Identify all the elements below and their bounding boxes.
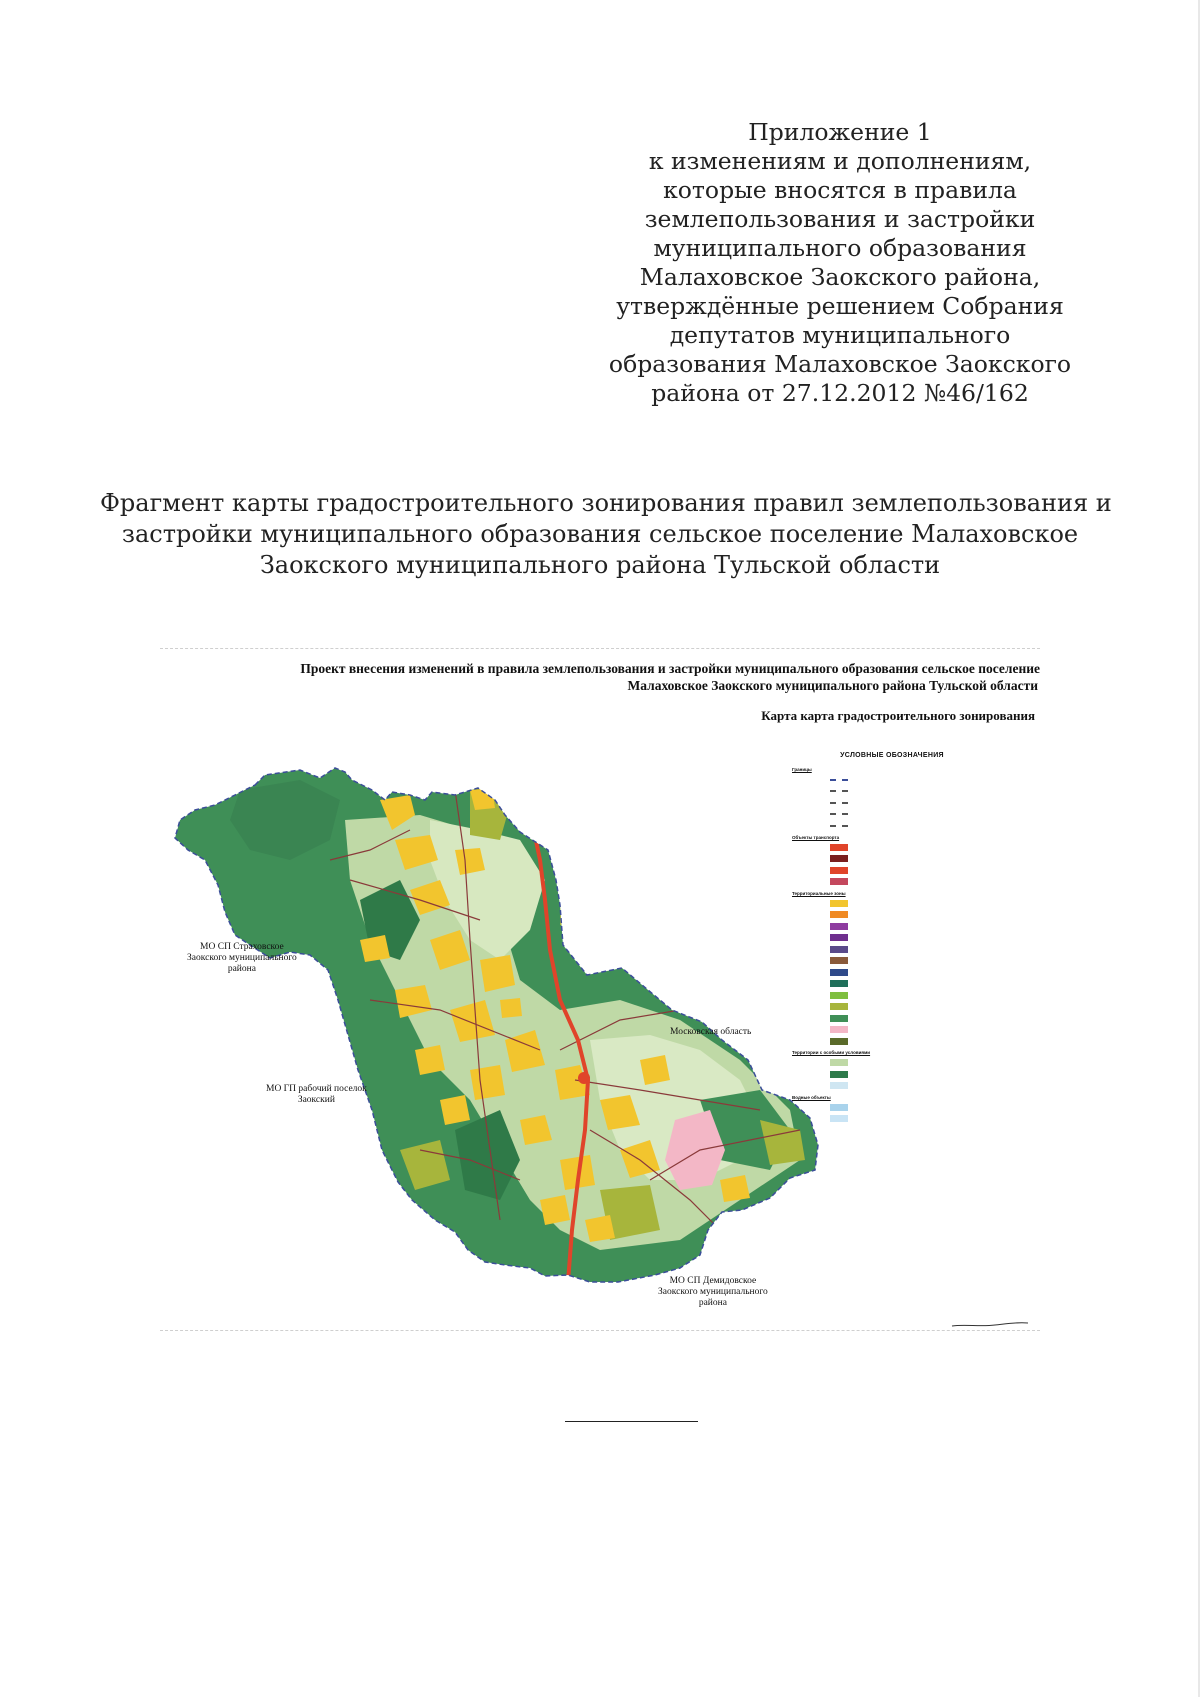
legend-line-swatch	[830, 825, 848, 827]
map-legend	[792, 752, 992, 1100]
legend-color-swatch	[830, 878, 848, 885]
legend-item	[792, 898, 992, 910]
olive-zone	[560, 880, 590, 930]
legend-item	[792, 990, 992, 1002]
legend-color-swatch	[830, 969, 848, 976]
legend-item	[792, 932, 992, 944]
label-moscow-region	[670, 1027, 751, 1038]
legend-item	[792, 1102, 992, 1114]
highway-junction	[578, 1072, 590, 1084]
legend-line-swatch	[830, 802, 848, 804]
neighbour-line: района	[227, 964, 256, 974]
legend-item	[792, 1080, 992, 1092]
legend-title: УСЛОВНЫЕ ОБОЗНАЧЕНИЯ	[840, 752, 944, 759]
document-heading	[100, 488, 1112, 581]
appendix-line: образования Малаховское Заокского	[608, 350, 1072, 378]
legend-color-swatch	[830, 1082, 848, 1089]
legend-color-swatch	[830, 957, 848, 964]
legend-item	[792, 1013, 992, 1025]
map-subtitle: Карта карта градостроительного зонирования	[761, 708, 1035, 723]
legend-color-swatch	[830, 1026, 848, 1033]
legend-color-swatch	[830, 900, 848, 907]
legend-item	[792, 820, 992, 832]
legend-item	[792, 1036, 992, 1048]
legend-line-swatch	[830, 790, 848, 792]
map-title-line-1: Проект внесения изменений в правила землепользования и застройки муниципального образования сельское поселение	[300, 661, 1040, 676]
legend-item	[792, 1024, 992, 1036]
legend-group-heading: Территориальные зоны	[792, 890, 846, 896]
legend-line-swatch	[830, 813, 848, 815]
legend-color-swatch	[830, 844, 848, 851]
legend-color-swatch	[830, 1059, 848, 1066]
legend-color-swatch	[830, 1115, 848, 1122]
legend-item	[792, 909, 992, 921]
legend-item	[792, 1113, 992, 1125]
heading-line: застройки муниципального образования сельское поселение Малаховское	[121, 520, 1079, 548]
legend-item	[792, 876, 992, 888]
legend-item	[792, 786, 992, 798]
appendix-line: Приложение 1	[748, 118, 932, 146]
legend-item	[792, 1001, 992, 1013]
legend-color-swatch	[830, 934, 848, 941]
legend-color-swatch	[830, 855, 848, 862]
legend-item	[792, 1069, 992, 1081]
legend-item	[792, 797, 992, 809]
legend-group-heading: Объекты транспорта	[792, 834, 840, 840]
heading-line: Фрагмент карты градостроительного зонирования правил землепользования и	[100, 489, 1112, 517]
appendix-line: муниципального образования	[653, 234, 1027, 262]
legend-item	[792, 944, 992, 956]
legend-color-swatch	[830, 1015, 848, 1022]
appendix-line: Малаховское Заокского района,	[639, 263, 1041, 291]
legend-color-swatch	[830, 867, 848, 874]
closing-rule	[565, 1421, 698, 1422]
label-demidovskoe	[658, 1276, 768, 1309]
legend-color-swatch	[830, 1104, 848, 1111]
heading-line: Заокского муниципального района Тульской области	[259, 551, 941, 579]
label-zaoksky	[266, 1084, 367, 1106]
legend-group-heading: Водные объекты	[792, 1094, 831, 1100]
neighbour-line: МО СП Страховское	[200, 942, 284, 952]
legend-group-heading: Территории с особыми условиями	[792, 1050, 871, 1055]
legend-item	[792, 853, 992, 865]
neighbour-line: МО СП Демидовское	[669, 1276, 757, 1286]
legend-line-swatch	[830, 779, 848, 781]
legend-body	[792, 767, 992, 1125]
neighbour-line: Московская область	[670, 1027, 752, 1037]
appendix-line: утверждённые решением Собрания	[616, 292, 1064, 320]
neighbour-line: Заокского муниципального	[658, 1287, 768, 1297]
appendix-line: к изменениям и дополнениям,	[648, 147, 1032, 175]
legend-group-heading: Границы	[792, 767, 812, 772]
legend-color-swatch	[830, 992, 848, 999]
appendix-line: землепользования и застройки	[644, 205, 1036, 233]
signature-mark	[950, 1318, 1030, 1330]
appendix-line: района от 27.12.2012 №46/162	[651, 379, 1029, 407]
legend-item	[792, 978, 992, 990]
neighbour-line: Заокского муниципального	[187, 953, 297, 963]
neighbour-line: Заокский	[297, 1095, 335, 1105]
legend-item	[792, 865, 992, 877]
legend-color-swatch	[830, 923, 848, 930]
appendix-line: депутатов муниципального	[669, 321, 1011, 349]
legend-item	[792, 955, 992, 967]
label-strakhovskoe	[187, 942, 297, 975]
neighbour-line: МО ГП рабочий поселок	[266, 1084, 367, 1094]
legend-item	[792, 921, 992, 933]
legend-color-swatch	[830, 946, 848, 953]
legend-color-swatch	[830, 1071, 848, 1078]
legend-color-swatch	[830, 1038, 848, 1045]
map-title-line-2: Малаховское Заокского муниципального района Тульской области	[627, 678, 1038, 693]
appendix-block	[560, 118, 1120, 408]
legend-color-swatch	[830, 1003, 848, 1010]
appendix-line: которые вносятся в правила	[663, 176, 1017, 204]
legend-item	[792, 967, 992, 979]
neighbour-line: района	[698, 1298, 727, 1308]
territory	[150, 760, 830, 1290]
legend-item	[792, 809, 992, 821]
legend-item	[792, 1057, 992, 1069]
legend-item	[792, 842, 992, 854]
legend-item	[792, 774, 992, 786]
legend-color-swatch	[830, 980, 848, 987]
legend-color-swatch	[830, 911, 848, 918]
